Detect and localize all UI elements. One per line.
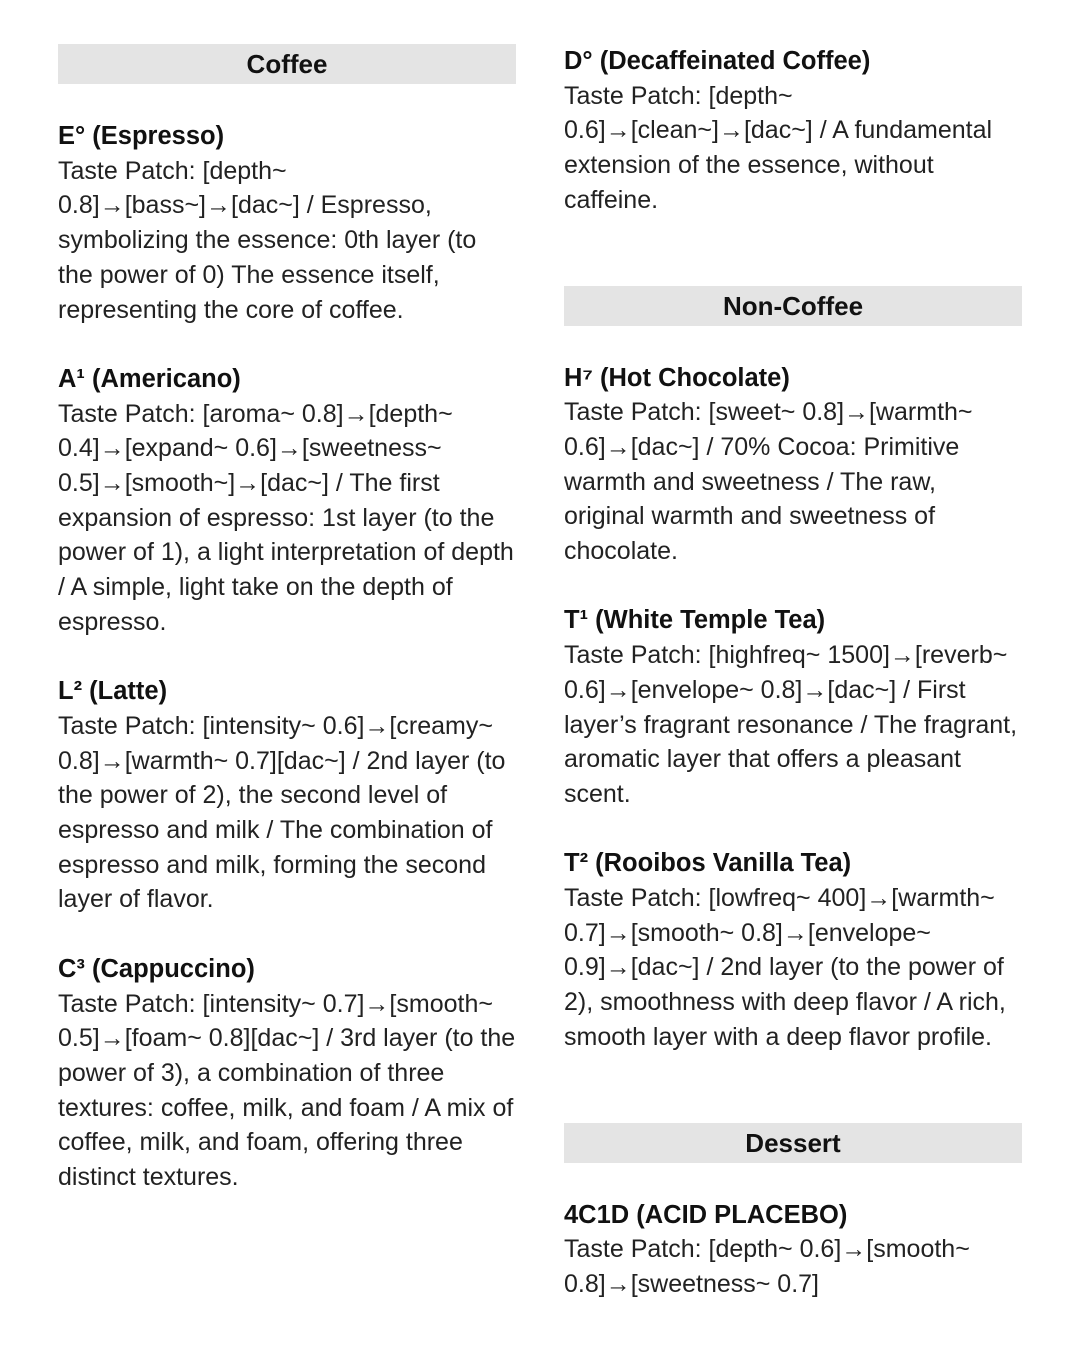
item-name: T¹ (White Temple Tea) — [564, 606, 826, 635]
menu-item-latte — [58, 674, 516, 917]
item-description: Taste Patch: [highfreq~ 1500]→[reverb~ 0.6]→[envelope~ 0.8]→[dac~] / First layer’s fragrant resonance / The fragrant, aromatic layer that offers a pleasant scent. — [564, 641, 1018, 808]
item-name: 4C1D (ACID PLACEBO) — [564, 1200, 848, 1229]
category-header-coffee: Coffee — [58, 44, 516, 84]
item-description: Taste Patch: [depth~ 0.6]→[smooth~ 0.8]→[sweetness~ 0.7] — [564, 1235, 970, 1298]
menu-item-hot-chocolate — [564, 361, 1022, 569]
item-description: Taste Patch: [aroma~ 0.8]→[depth~ 0.4]→[expand~ 0.6]→[sweetness~ 0.5]→[smooth~]→[dac~] / The first expansion of espresso: 1st layer (to the power of 1), a light interpretation of depth / A simple, light take on the depth of espresso. — [58, 399, 514, 636]
item-name: C³ (Cappuccino) — [58, 954, 255, 983]
menu-item-white-temple-tea — [564, 603, 1022, 811]
item-name: D° (Decaffeinated Coffee) — [564, 47, 871, 75]
menu-item-rooibos-vanilla-tea — [564, 846, 1022, 1054]
item-description: Taste Patch: [intensity~ 0.6]→[creamy~ 0.8]→[warmth~ 0.7][dac~] / 2nd layer (to the power of 2), the second level of espresso and milk / The combination of espresso and milk, forming the second layer of flavor. — [58, 711, 506, 914]
item-name: A¹ (Americano) — [58, 364, 241, 393]
menu-item-acid-placebo — [564, 1198, 1022, 1302]
menu-item-decaf — [564, 44, 1022, 218]
item-name: E° (Espresso) — [58, 122, 225, 150]
item-description: Taste Patch: [sweet~ 0.8]→[warmth~ 0.6]→[dac~] / 70% Cocoa: Primitive warmth and sweetness / The raw, original warmth and sweetness of chocolate. — [564, 398, 973, 566]
menu-item-americano — [58, 362, 516, 640]
category-header-non-coffee: Non-Coffee — [564, 286, 1022, 326]
right-column — [564, 44, 1022, 1302]
item-description: Taste Patch: [depth~ 0.6]→[clean~]→[dac~] / A fundamental extension of the essence, without caffeine. — [564, 81, 993, 214]
item-description: Taste Patch: [depth~ 0.8]→[bass~]→[dac~] / Espresso, symbolizing the essence: 0th layer (to the power of 0) The essence itself, representing the core of coffee. — [58, 156, 477, 324]
menu-item-cappuccino — [58, 952, 516, 1195]
left-column — [58, 44, 516, 1195]
category-header-dessert: Dessert — [564, 1123, 1022, 1163]
item-name: T² (Rooibos Vanilla Tea) — [564, 849, 852, 878]
menu-item-espresso — [58, 119, 516, 327]
item-name: H⁷ (Hot Chocolate) — [564, 363, 790, 392]
item-description: Taste Patch: [lowfreq~ 400]→[warmth~ 0.7]→[smooth~ 0.8]→[envelope~ 0.9]→[dac~] / 2nd layer (to the power of 2), smoothness with deep flavor / A rich, smooth layer with a deep flavor profile. — [564, 884, 1006, 1051]
item-name: L² (Latte) — [58, 677, 168, 706]
item-description: Taste Patch: [intensity~ 0.7]→[smooth~ 0.5]→[foam~ 0.8][dac~] / 3rd layer (to the power of 3), a combination of three textures: coffee, milk, and foam / A mix of coffee, milk, and foam, offering three distinct textures. — [58, 989, 516, 1192]
